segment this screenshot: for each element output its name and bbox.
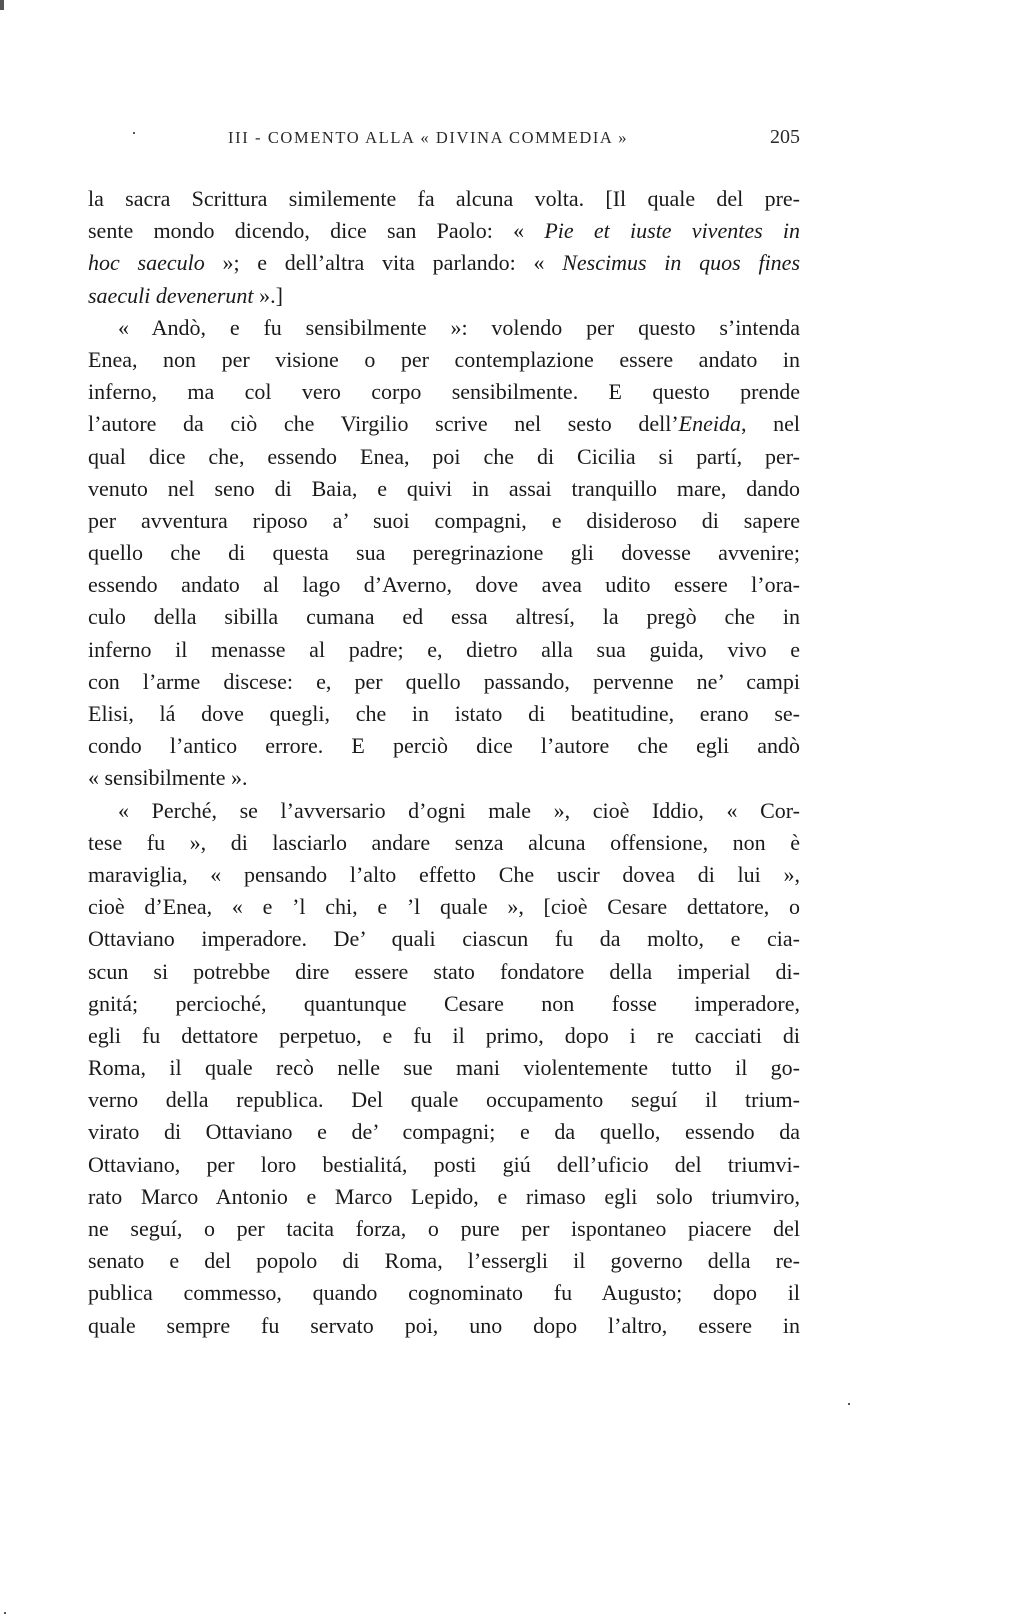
scan-speck — [848, 1403, 850, 1405]
text-line: quello che di questa sua peregrinazione gli dovesse avvenire; — [88, 540, 800, 566]
text-line: « Perché, se l’avversario d’ogni male », cioè Iddio, « Cor- — [118, 797, 800, 823]
text-line: ne seguí, o per tacita forza, o pure per ispontaneo piacere del — [88, 1216, 800, 1241]
text-line: la sacra Scrittura similemente fa alcuna volta. [Il quale del pre- — [88, 186, 800, 211]
text-line: egli fu dettatore perpetuo, e fu il primo, dopo i re cacciati di — [88, 1022, 800, 1048]
text-line: gnitá; percioché, quantunque Cesare non fosse imperadore, — [88, 990, 800, 1016]
text-line: Enea, non per visione o per contemplazione essere andato in — [88, 346, 800, 372]
scan-speck — [4, 1612, 6, 1614]
text-line: virato di Ottaviano e de’ compagni; e da quello, essendo da — [88, 1119, 800, 1145]
text-line: tese fu », di lasciarlo andare senza alcuna offensione, non è — [88, 829, 800, 855]
text-line: Ottaviano, per loro bestialitá, posti giú dell’uficio del triumvi- — [88, 1151, 800, 1177]
text-line: « sensibilmente ». — [88, 765, 248, 791]
text-line: inferno il menasse al padre; e, dietro alla sua guida, vivo e — [88, 636, 800, 662]
text-line: scun si potrebbe dire essere stato fondatore della imperial di- — [88, 958, 800, 984]
text-line: condo l’antico errore. E perciò dice l’autore che egli andò — [88, 733, 800, 759]
text-line: per avventura riposo a’ suoi compagni, e disideroso di sapere — [88, 507, 800, 533]
running-title: III - COMENTO ALLA « DIVINA COMMEDIA » — [228, 128, 629, 147]
text-line: saeculi devenerunt ».] — [88, 282, 283, 308]
text-line: inferno, ma col vero corpo sensibilmente. E questo prende — [88, 379, 800, 405]
text-line: maraviglia, « pensando l’alto effetto Che uscir dovea di lui », — [88, 861, 800, 887]
text-line: venuto nel seno di Baia, e quivi in assai tranquillo mare, dando — [88, 475, 800, 501]
corner-scan-mark — [0, 0, 4, 10]
text-line: rato Marco Antonio e Marco Lepido, e rimaso egli solo triumviro, — [88, 1183, 800, 1209]
text-line: Roma, il quale recò nelle sue mani violentemente tutto il go- — [88, 1055, 800, 1081]
text-line: l’autore da ciò che Virgilio scrive nel sesto dell’Eneida, nel — [88, 411, 800, 437]
running-header — [88, 128, 800, 158]
text-line: Ottaviano imperadore. De’ quali ciascun fu da molto, e cia- — [88, 926, 800, 952]
text-line: sente mondo dicendo, dice san Paolo: « Pie et iuste viventes in — [88, 218, 801, 244]
body-text — [88, 183, 800, 1342]
text-line: culo della sibilla cumana ed essa altresí, la pregò che in — [88, 604, 800, 630]
text-line: senato e del popolo di Roma, l’essergli il governo della re- — [88, 1248, 800, 1274]
text-line: verno della republica. Del quale occupamento seguí il trium- — [88, 1087, 800, 1113]
text-line: Elisi, lá dove quegli, che in istato di beatitudine, erano se- — [88, 701, 800, 726]
text-line: hoc saeculo »; e dell’altra vita parlando: « Nescimus in quos fines — [88, 250, 801, 276]
text-line: cioè d’Enea, « e ’l chi, e ’l quale », [cioè Cesare dettatore, o — [88, 894, 800, 920]
text-line: qual dice che, essendo Enea, poi che di Cicilia si partí, per- — [88, 443, 800, 469]
page-number: 205 — [770, 126, 800, 148]
text-line: « Andò, e fu sensibilmente »: volendo per questo s’intenda — [118, 314, 800, 340]
text-line: quale sempre fu servato poi, uno dopo l’altro, essere in — [88, 1312, 800, 1338]
text-line: essendo andato al lago d’Averno, dove avea udito essere l’ora- — [88, 572, 800, 598]
text-line: con l’arme discese: e, per quello passando, pervenne ne’ campi — [88, 668, 800, 694]
text-line: publica commesso, quando cognominato fu Augusto; dopo il — [88, 1280, 800, 1306]
